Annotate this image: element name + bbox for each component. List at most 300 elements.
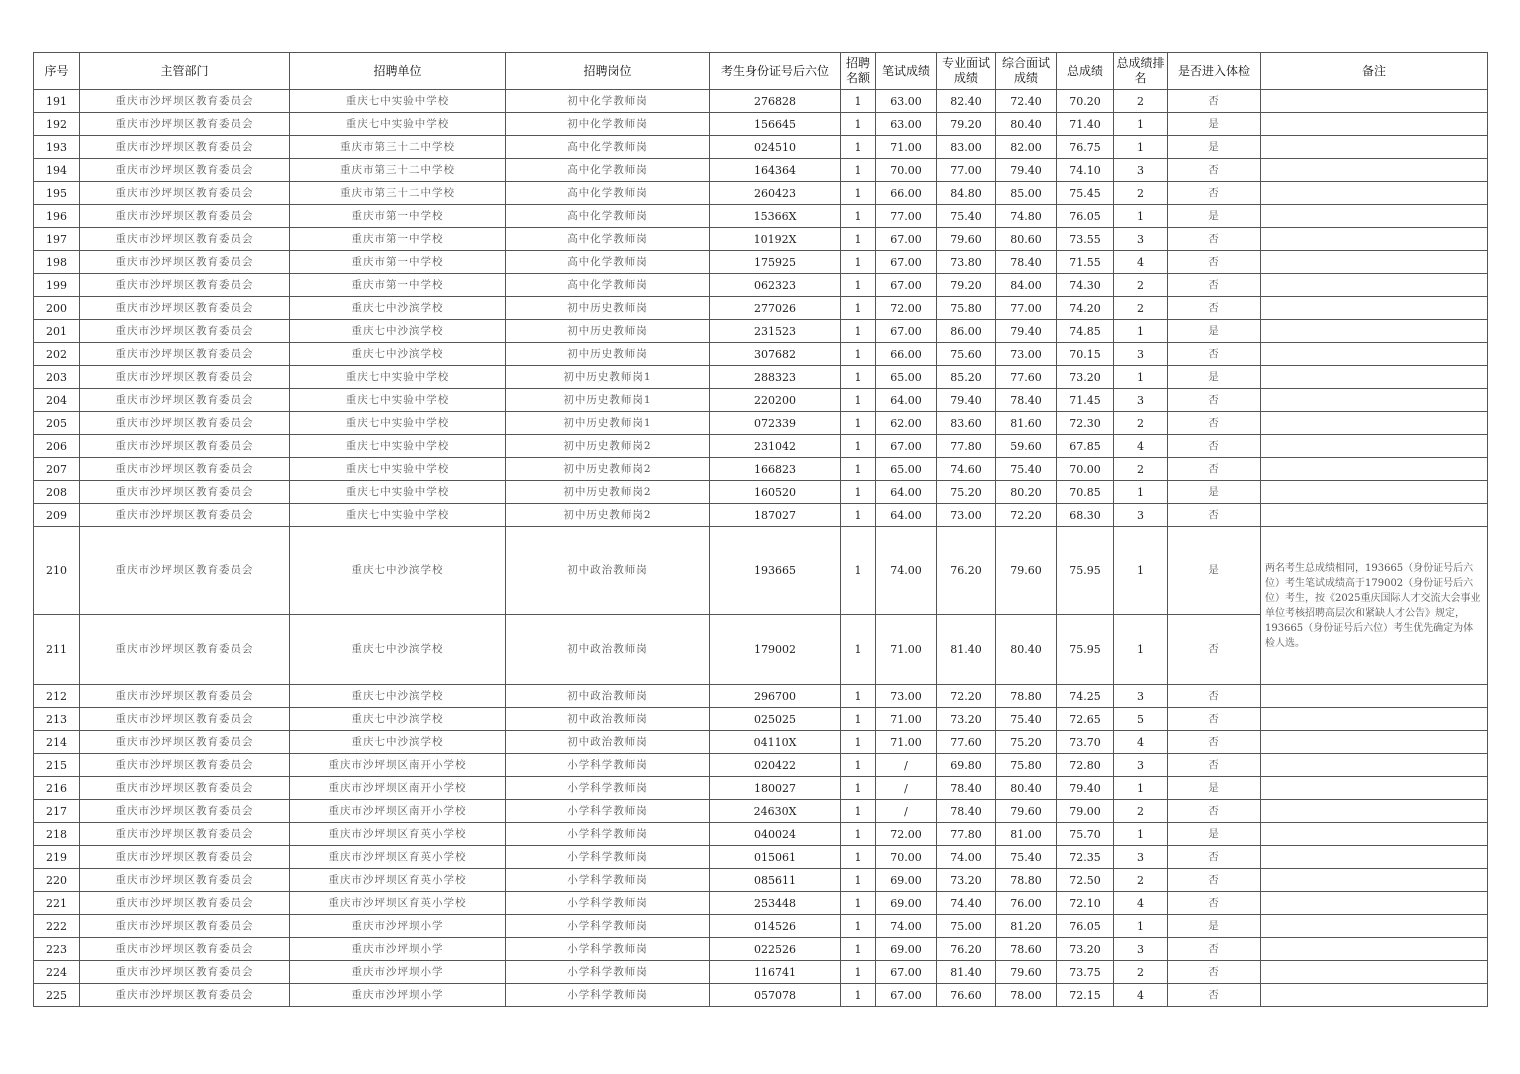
professional-interview-cell: 73.20 xyxy=(937,708,996,731)
quota-cell: 1 xyxy=(841,481,876,504)
position-cell: 初中历史教师岗2 xyxy=(506,481,710,504)
written-score-cell: 63.00 xyxy=(876,113,937,136)
employer-cell: 重庆市沙坪坝小学 xyxy=(290,915,506,938)
remarks-cell xyxy=(1261,228,1488,251)
professional-interview-cell: 78.40 xyxy=(937,777,996,800)
id-suffix-cell: 014526 xyxy=(710,915,841,938)
remarks-cell xyxy=(1261,685,1488,708)
department-cell: 重庆市沙坪坝区教育委员会 xyxy=(80,615,290,685)
quota-cell: 1 xyxy=(841,938,876,961)
department-cell: 重庆市沙坪坝区教育委员会 xyxy=(80,136,290,159)
position-cell: 小学科学教师岗 xyxy=(506,823,710,846)
position-cell: 初中历史教师岗2 xyxy=(506,504,710,527)
quota-cell: 1 xyxy=(841,389,876,412)
total-score-cell: 71.40 xyxy=(1057,113,1114,136)
index-cell: 199 xyxy=(34,274,80,297)
written-score-cell: 67.00 xyxy=(876,320,937,343)
written-score-cell: 66.00 xyxy=(876,182,937,205)
col-total-score-header: 总成绩 xyxy=(1057,53,1114,90)
quota-cell: 1 xyxy=(841,892,876,915)
employer-cell: 重庆市沙坪坝区育英小学校 xyxy=(290,869,506,892)
position-cell: 初中历史教师岗1 xyxy=(506,366,710,389)
position-cell: 高中化学教师岗 xyxy=(506,159,710,182)
professional-interview-cell: 83.00 xyxy=(937,136,996,159)
index-cell: 192 xyxy=(34,113,80,136)
general-interview-cell: 80.40 xyxy=(996,113,1057,136)
department-cell: 重庆市沙坪坝区教育委员会 xyxy=(80,113,290,136)
department-cell: 重庆市沙坪坝区教育委员会 xyxy=(80,961,290,984)
total-rank-cell: 2 xyxy=(1114,182,1168,205)
physical-exam-cell: 是 xyxy=(1168,113,1261,136)
written-score-cell: 70.00 xyxy=(876,846,937,869)
professional-interview-cell: 81.40 xyxy=(937,961,996,984)
table-row xyxy=(34,708,1488,731)
general-interview-cell: 78.40 xyxy=(996,251,1057,274)
quota-cell: 1 xyxy=(841,297,876,320)
col-remarks-header: 备注 xyxy=(1261,53,1488,90)
total-score-cell: 73.75 xyxy=(1057,961,1114,984)
total-rank-cell: 1 xyxy=(1114,915,1168,938)
quota-cell: 1 xyxy=(841,846,876,869)
quota-cell: 1 xyxy=(841,800,876,823)
written-score-cell: 72.00 xyxy=(876,297,937,320)
id-suffix-cell: 040024 xyxy=(710,823,841,846)
position-cell: 高中化学教师岗 xyxy=(506,274,710,297)
total-rank-cell: 2 xyxy=(1114,90,1168,113)
index-cell: 225 xyxy=(34,984,80,1007)
position-cell: 小学科学教师岗 xyxy=(506,800,710,823)
total-rank-cell: 2 xyxy=(1114,274,1168,297)
position-cell: 高中化学教师岗 xyxy=(506,251,710,274)
employer-cell: 重庆市沙坪坝区南开小学校 xyxy=(290,754,506,777)
col-physical-exam-header: 是否进入体检 xyxy=(1168,53,1261,90)
quota-cell: 1 xyxy=(841,708,876,731)
physical-exam-cell: 是 xyxy=(1168,915,1261,938)
table-row xyxy=(34,205,1488,228)
professional-interview-cell: 84.80 xyxy=(937,182,996,205)
quota-cell: 1 xyxy=(841,527,876,615)
physical-exam-cell: 否 xyxy=(1168,800,1261,823)
general-interview-cell: 74.80 xyxy=(996,205,1057,228)
total-score-cell: 75.45 xyxy=(1057,182,1114,205)
quota-cell: 1 xyxy=(841,136,876,159)
remarks-cell xyxy=(1261,366,1488,389)
table-row xyxy=(34,777,1488,800)
employer-cell: 重庆七中沙滨学校 xyxy=(290,527,506,615)
index-cell: 214 xyxy=(34,731,80,754)
general-interview-cell: 75.40 xyxy=(996,708,1057,731)
id-suffix-cell: 116741 xyxy=(710,961,841,984)
index-cell: 201 xyxy=(34,320,80,343)
remarks-cell xyxy=(1261,90,1488,113)
remarks-cell xyxy=(1261,777,1488,800)
remarks-cell xyxy=(1261,412,1488,435)
general-interview-cell: 79.40 xyxy=(996,159,1057,182)
id-suffix-cell: 175925 xyxy=(710,251,841,274)
table-row xyxy=(34,113,1488,136)
employer-cell: 重庆七中沙滨学校 xyxy=(290,685,506,708)
quota-cell: 1 xyxy=(841,754,876,777)
total-rank-cell: 4 xyxy=(1114,892,1168,915)
total-score-cell: 72.15 xyxy=(1057,984,1114,1007)
physical-exam-cell: 否 xyxy=(1168,754,1261,777)
total-score-cell: 74.30 xyxy=(1057,274,1114,297)
remarks-cell xyxy=(1261,504,1488,527)
index-cell: 191 xyxy=(34,90,80,113)
written-score-cell: 71.00 xyxy=(876,615,937,685)
total-score-cell: 74.85 xyxy=(1057,320,1114,343)
quota-cell: 1 xyxy=(841,685,876,708)
id-suffix-cell: 296700 xyxy=(710,685,841,708)
department-cell: 重庆市沙坪坝区教育委员会 xyxy=(80,685,290,708)
index-cell: 218 xyxy=(34,823,80,846)
general-interview-cell: 81.00 xyxy=(996,823,1057,846)
department-cell: 重庆市沙坪坝区教育委员会 xyxy=(80,366,290,389)
id-suffix-cell: 260423 xyxy=(710,182,841,205)
employer-cell: 重庆七中实验中学校 xyxy=(290,458,506,481)
general-interview-cell: 79.40 xyxy=(996,320,1057,343)
total-rank-cell: 2 xyxy=(1114,458,1168,481)
employer-cell: 重庆市沙坪坝区育英小学校 xyxy=(290,846,506,869)
quota-cell: 1 xyxy=(841,823,876,846)
written-score-cell: 66.00 xyxy=(876,343,937,366)
remarks-cell xyxy=(1261,869,1488,892)
written-score-cell: 69.00 xyxy=(876,869,937,892)
total-rank-cell: 1 xyxy=(1114,113,1168,136)
position-cell: 小学科学教师岗 xyxy=(506,892,710,915)
position-cell: 高中化学教师岗 xyxy=(506,228,710,251)
professional-interview-cell: 81.40 xyxy=(937,615,996,685)
total-rank-cell: 3 xyxy=(1114,159,1168,182)
total-score-cell: 67.85 xyxy=(1057,435,1114,458)
employer-cell: 重庆市沙坪坝区南开小学校 xyxy=(290,777,506,800)
remarks-cell xyxy=(1261,938,1488,961)
department-cell: 重庆市沙坪坝区教育委员会 xyxy=(80,708,290,731)
col-position-header: 招聘岗位 xyxy=(506,53,710,90)
written-score-cell: 67.00 xyxy=(876,274,937,297)
professional-interview-cell: 76.20 xyxy=(937,527,996,615)
position-cell: 初中政治教师岗 xyxy=(506,685,710,708)
total-rank-cell: 4 xyxy=(1114,731,1168,754)
physical-exam-cell: 否 xyxy=(1168,297,1261,320)
index-cell: 207 xyxy=(34,458,80,481)
department-cell: 重庆市沙坪坝区教育委员会 xyxy=(80,869,290,892)
position-cell: 初中历史教师岗 xyxy=(506,320,710,343)
employer-cell: 重庆市沙坪坝小学 xyxy=(290,961,506,984)
id-suffix-cell: 180027 xyxy=(710,777,841,800)
written-score-cell: 74.00 xyxy=(876,915,937,938)
general-interview-cell: 75.80 xyxy=(996,754,1057,777)
employer-cell: 重庆七中实验中学校 xyxy=(290,504,506,527)
professional-interview-cell: 79.60 xyxy=(937,228,996,251)
general-interview-cell: 79.60 xyxy=(996,800,1057,823)
written-score-cell: / xyxy=(876,754,937,777)
department-cell: 重庆市沙坪坝区教育委员会 xyxy=(80,754,290,777)
professional-interview-cell: 78.40 xyxy=(937,800,996,823)
written-score-cell: 62.00 xyxy=(876,412,937,435)
department-cell: 重庆市沙坪坝区教育委员会 xyxy=(80,389,290,412)
total-score-cell: 74.20 xyxy=(1057,297,1114,320)
table-row xyxy=(34,823,1488,846)
index-cell: 220 xyxy=(34,869,80,892)
index-cell: 216 xyxy=(34,777,80,800)
quota-cell: 1 xyxy=(841,731,876,754)
id-suffix-cell: 015061 xyxy=(710,846,841,869)
position-cell: 初中政治教师岗 xyxy=(506,731,710,754)
total-rank-cell: 4 xyxy=(1114,435,1168,458)
total-rank-cell: 2 xyxy=(1114,412,1168,435)
written-score-cell: 77.00 xyxy=(876,205,937,228)
total-rank-cell: 2 xyxy=(1114,297,1168,320)
table-row xyxy=(34,90,1488,113)
physical-exam-cell: 否 xyxy=(1168,251,1261,274)
id-suffix-cell: 04110X xyxy=(710,731,841,754)
header-row xyxy=(34,53,1488,90)
department-cell: 重庆市沙坪坝区教育委员会 xyxy=(80,481,290,504)
table-row xyxy=(34,527,1488,615)
remarks-cell xyxy=(1261,182,1488,205)
professional-interview-cell: 75.80 xyxy=(937,297,996,320)
general-interview-cell: 78.40 xyxy=(996,389,1057,412)
department-cell: 重庆市沙坪坝区教育委员会 xyxy=(80,297,290,320)
written-score-cell: / xyxy=(876,777,937,800)
physical-exam-cell: 否 xyxy=(1168,938,1261,961)
position-cell: 初中历史教师岗2 xyxy=(506,458,710,481)
employer-cell: 重庆市第三十二中学校 xyxy=(290,136,506,159)
total-rank-cell: 2 xyxy=(1114,800,1168,823)
table-row xyxy=(34,435,1488,458)
employer-cell: 重庆市第三十二中学校 xyxy=(290,159,506,182)
table-row xyxy=(34,389,1488,412)
remarks-cell xyxy=(1261,435,1488,458)
index-cell: 210 xyxy=(34,527,80,615)
department-cell: 重庆市沙坪坝区教育委员会 xyxy=(80,823,290,846)
total-score-cell: 76.05 xyxy=(1057,915,1114,938)
index-cell: 200 xyxy=(34,297,80,320)
total-rank-cell: 3 xyxy=(1114,846,1168,869)
table-row xyxy=(34,274,1488,297)
general-interview-cell: 79.60 xyxy=(996,961,1057,984)
physical-exam-cell: 否 xyxy=(1168,412,1261,435)
total-score-cell: 74.10 xyxy=(1057,159,1114,182)
written-score-cell: 72.00 xyxy=(876,823,937,846)
quota-cell: 1 xyxy=(841,961,876,984)
index-cell: 198 xyxy=(34,251,80,274)
total-score-cell: 74.25 xyxy=(1057,685,1114,708)
index-cell: 217 xyxy=(34,800,80,823)
department-cell: 重庆市沙坪坝区教育委员会 xyxy=(80,435,290,458)
total-score-cell: 75.95 xyxy=(1057,527,1114,615)
general-interview-cell: 72.40 xyxy=(996,90,1057,113)
general-interview-cell: 75.40 xyxy=(996,846,1057,869)
written-score-cell: 74.00 xyxy=(876,527,937,615)
professional-interview-cell: 86.00 xyxy=(937,320,996,343)
professional-interview-cell: 79.20 xyxy=(937,274,996,297)
professional-interview-cell: 73.20 xyxy=(937,869,996,892)
department-cell: 重庆市沙坪坝区教育委员会 xyxy=(80,343,290,366)
professional-interview-cell: 74.00 xyxy=(937,846,996,869)
quota-cell: 1 xyxy=(841,205,876,228)
index-cell: 205 xyxy=(34,412,80,435)
professional-interview-cell: 83.60 xyxy=(937,412,996,435)
position-cell: 小学科学教师岗 xyxy=(506,984,710,1007)
physical-exam-cell: 否 xyxy=(1168,182,1261,205)
id-suffix-cell: 072339 xyxy=(710,412,841,435)
position-cell: 初中政治教师岗 xyxy=(506,708,710,731)
general-interview-cell: 59.60 xyxy=(996,435,1057,458)
remarks-cell xyxy=(1261,274,1488,297)
quota-cell: 1 xyxy=(841,90,876,113)
employer-cell: 重庆七中沙滨学校 xyxy=(290,615,506,685)
employer-cell: 重庆七中实验中学校 xyxy=(290,435,506,458)
table-row xyxy=(34,366,1488,389)
index-cell: 213 xyxy=(34,708,80,731)
professional-interview-cell: 77.00 xyxy=(937,159,996,182)
department-cell: 重庆市沙坪坝区教育委员会 xyxy=(80,205,290,228)
total-score-cell: 72.10 xyxy=(1057,892,1114,915)
position-cell: 小学科学教师岗 xyxy=(506,938,710,961)
table-row xyxy=(34,182,1488,205)
table-row xyxy=(34,297,1488,320)
total-score-cell: 79.00 xyxy=(1057,800,1114,823)
position-cell: 初中历史教师岗1 xyxy=(506,389,710,412)
position-cell: 初中历史教师岗 xyxy=(506,297,710,320)
index-cell: 212 xyxy=(34,685,80,708)
general-interview-cell: 78.80 xyxy=(996,869,1057,892)
total-rank-cell: 3 xyxy=(1114,754,1168,777)
general-interview-cell: 78.00 xyxy=(996,984,1057,1007)
table-row xyxy=(34,846,1488,869)
remarks-cell xyxy=(1261,297,1488,320)
written-score-cell: 73.00 xyxy=(876,685,937,708)
employer-cell: 重庆市沙坪坝区育英小学校 xyxy=(290,892,506,915)
department-cell: 重庆市沙坪坝区教育委员会 xyxy=(80,731,290,754)
id-suffix-cell: 231042 xyxy=(710,435,841,458)
col-general-interview-header: 综合面试成绩 xyxy=(996,53,1057,90)
professional-interview-cell: 75.20 xyxy=(937,481,996,504)
professional-interview-cell: 75.00 xyxy=(937,915,996,938)
department-cell: 重庆市沙坪坝区教育委员会 xyxy=(80,458,290,481)
written-score-cell: 71.00 xyxy=(876,136,937,159)
position-cell: 小学科学教师岗 xyxy=(506,961,710,984)
index-cell: 224 xyxy=(34,961,80,984)
physical-exam-cell: 否 xyxy=(1168,892,1261,915)
department-cell: 重庆市沙坪坝区教育委员会 xyxy=(80,90,290,113)
physical-exam-cell: 否 xyxy=(1168,90,1261,113)
quota-cell: 1 xyxy=(841,274,876,297)
physical-exam-cell: 是 xyxy=(1168,823,1261,846)
physical-exam-cell: 否 xyxy=(1168,961,1261,984)
employer-cell: 重庆七中实验中学校 xyxy=(290,113,506,136)
position-cell: 初中化学教师岗 xyxy=(506,90,710,113)
id-suffix-cell: 025025 xyxy=(710,708,841,731)
total-score-cell: 73.20 xyxy=(1057,938,1114,961)
physical-exam-cell: 是 xyxy=(1168,320,1261,343)
position-cell: 初中历史教师岗1 xyxy=(506,412,710,435)
employer-cell: 重庆市沙坪坝小学 xyxy=(290,938,506,961)
table-row xyxy=(34,892,1488,915)
general-interview-cell: 80.40 xyxy=(996,615,1057,685)
department-cell: 重庆市沙坪坝区教育委员会 xyxy=(80,800,290,823)
total-rank-cell: 1 xyxy=(1114,823,1168,846)
table-row xyxy=(34,961,1488,984)
remarks-cell xyxy=(1261,892,1488,915)
physical-exam-cell: 否 xyxy=(1168,708,1261,731)
table-row xyxy=(34,754,1488,777)
position-cell: 小学科学教师岗 xyxy=(506,915,710,938)
id-suffix-cell: 156645 xyxy=(710,113,841,136)
quota-cell: 1 xyxy=(841,113,876,136)
total-score-cell: 70.20 xyxy=(1057,90,1114,113)
total-score-cell: 72.50 xyxy=(1057,869,1114,892)
id-suffix-cell: 10192X xyxy=(710,228,841,251)
total-rank-cell: 4 xyxy=(1114,251,1168,274)
total-score-cell: 75.95 xyxy=(1057,615,1114,685)
quota-cell: 1 xyxy=(841,435,876,458)
id-suffix-cell: 276828 xyxy=(710,90,841,113)
remarks-cell xyxy=(1261,731,1488,754)
table-row xyxy=(34,800,1488,823)
professional-interview-cell: 79.40 xyxy=(937,389,996,412)
index-cell: 221 xyxy=(34,892,80,915)
general-interview-cell: 75.40 xyxy=(996,458,1057,481)
general-interview-cell: 81.60 xyxy=(996,412,1057,435)
remarks-cell xyxy=(1261,251,1488,274)
quota-cell: 1 xyxy=(841,412,876,435)
total-rank-cell: 2 xyxy=(1114,869,1168,892)
physical-exam-cell: 是 xyxy=(1168,205,1261,228)
index-cell: 209 xyxy=(34,504,80,527)
total-rank-cell: 3 xyxy=(1114,228,1168,251)
quota-cell: 1 xyxy=(841,251,876,274)
total-rank-cell: 5 xyxy=(1114,708,1168,731)
index-cell: 222 xyxy=(34,915,80,938)
index-cell: 206 xyxy=(34,435,80,458)
total-score-cell: 75.70 xyxy=(1057,823,1114,846)
general-interview-cell: 85.00 xyxy=(996,182,1057,205)
index-cell: 197 xyxy=(34,228,80,251)
total-rank-cell: 1 xyxy=(1114,366,1168,389)
quota-cell: 1 xyxy=(841,984,876,1007)
department-cell: 重庆市沙坪坝区教育委员会 xyxy=(80,274,290,297)
department-cell: 重庆市沙坪坝区教育委员会 xyxy=(80,527,290,615)
department-cell: 重庆市沙坪坝区教育委员会 xyxy=(80,228,290,251)
physical-exam-cell: 否 xyxy=(1168,458,1261,481)
table-body xyxy=(34,90,1488,1007)
total-score-cell: 76.05 xyxy=(1057,205,1114,228)
col-written-score-header: 笔试成绩 xyxy=(876,53,937,90)
physical-exam-cell: 是 xyxy=(1168,136,1261,159)
written-score-cell: 63.00 xyxy=(876,90,937,113)
id-suffix-cell: 057078 xyxy=(710,984,841,1007)
general-interview-cell: 73.00 xyxy=(996,343,1057,366)
total-rank-cell: 3 xyxy=(1114,343,1168,366)
col-id-suffix-header: 考生身份证号后六位 xyxy=(710,53,841,90)
general-interview-cell: 81.20 xyxy=(996,915,1057,938)
written-score-cell: / xyxy=(876,800,937,823)
total-score-cell: 72.30 xyxy=(1057,412,1114,435)
written-score-cell: 67.00 xyxy=(876,251,937,274)
written-score-cell: 64.00 xyxy=(876,389,937,412)
id-suffix-cell: 193665 xyxy=(710,527,841,615)
total-rank-cell: 1 xyxy=(1114,527,1168,615)
professional-interview-cell: 75.40 xyxy=(937,205,996,228)
total-rank-cell: 1 xyxy=(1114,615,1168,685)
id-suffix-cell: 307682 xyxy=(710,343,841,366)
written-score-cell: 70.00 xyxy=(876,159,937,182)
employer-cell: 重庆七中实验中学校 xyxy=(290,389,506,412)
physical-exam-cell: 否 xyxy=(1168,846,1261,869)
